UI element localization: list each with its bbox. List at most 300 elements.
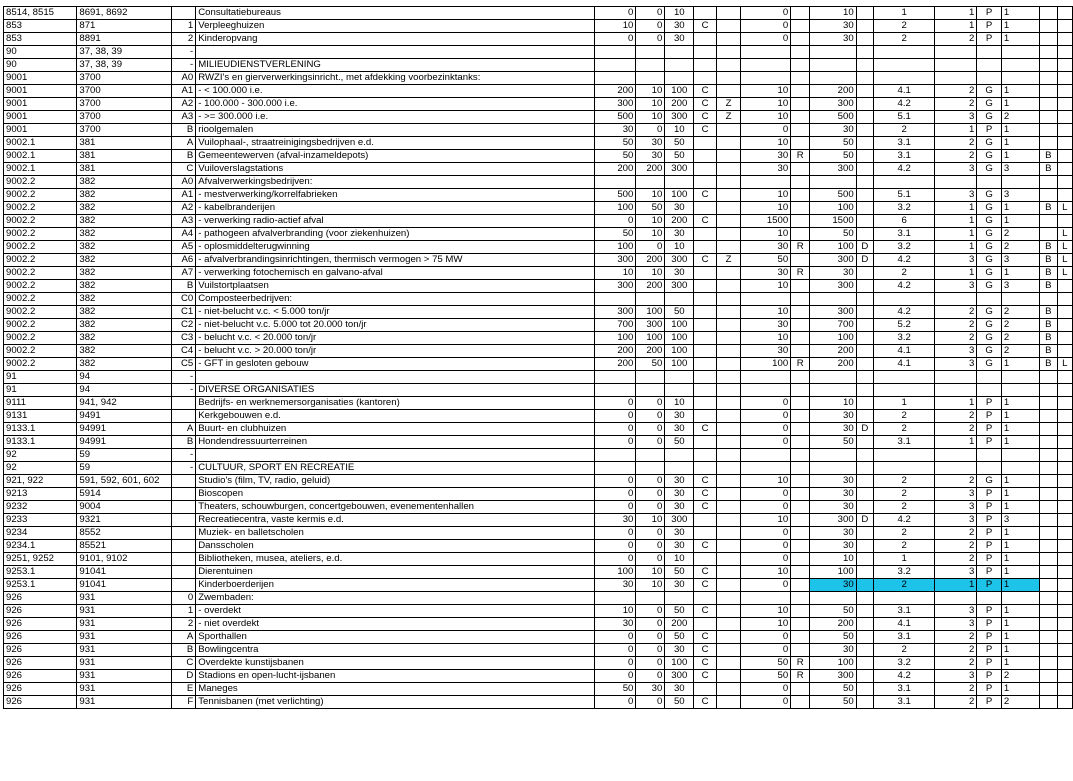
cell-grootste-d[interactable]	[856, 553, 873, 566]
cell-grootste-d[interactable]	[856, 566, 873, 579]
cell-grootste-afstand[interactable]: 30	[810, 475, 856, 488]
cell-geur[interactable]: 200	[594, 85, 635, 98]
cell-lucht[interactable]	[1057, 85, 1073, 98]
cell-geluid[interactable]	[665, 449, 694, 462]
cell-gevaar[interactable]: 0	[741, 423, 791, 436]
cell-sub[interactable]	[172, 540, 196, 553]
cell-sub[interactable]: A6	[172, 254, 196, 267]
cell-geluid-c[interactable]	[694, 137, 717, 150]
cell-bodem[interactable]: B	[1040, 150, 1057, 163]
cell-geur[interactable]: 700	[594, 319, 635, 332]
cell-geluid[interactable]: 100	[665, 657, 694, 670]
cell-bodem[interactable]: B	[1040, 306, 1057, 319]
cell-verkeer-gp[interactable]: G	[977, 332, 1001, 345]
cell-stof[interactable]: 50	[636, 202, 665, 215]
cell-visueel[interactable]: 2	[1001, 228, 1039, 241]
cell-verkeer-gp[interactable]: G	[977, 306, 1001, 319]
cell-bodem[interactable]	[1040, 98, 1057, 111]
cell-gevaar-r[interactable]	[791, 410, 810, 423]
cell-sbi-1993[interactable]: 9001	[4, 111, 77, 124]
cell-sub[interactable]: C1	[172, 306, 196, 319]
cell-sbi-1993[interactable]: 9002.2	[4, 254, 77, 267]
cell-geluid-z[interactable]	[716, 176, 740, 189]
cell-gevaar-r[interactable]	[791, 319, 810, 332]
cell-geluid-z[interactable]	[716, 462, 740, 475]
cell-geluid-c[interactable]: C	[694, 124, 717, 137]
cell-sbi-1993[interactable]: 926	[4, 657, 77, 670]
cell-grootste-d[interactable]	[856, 33, 873, 46]
cell-sbi-2008[interactable]: 5914	[77, 488, 172, 501]
cell-verkeer[interactable]: 2	[935, 683, 977, 696]
cell-sub[interactable]: 0	[172, 592, 196, 605]
cell-geluid[interactable]: 10	[665, 241, 694, 254]
cell-categorie[interactable]: 3.2	[873, 566, 934, 579]
cell-grootste-d[interactable]	[856, 189, 873, 202]
cell-categorie[interactable]: 4.2	[873, 98, 934, 111]
cell-geluid[interactable]: 30	[665, 410, 694, 423]
cell-stof[interactable]	[636, 449, 665, 462]
cell-sbi-1993[interactable]: 92	[4, 449, 77, 462]
cell-lucht[interactable]	[1057, 293, 1073, 306]
cell-geluid-c[interactable]	[694, 150, 717, 163]
cell-verkeer[interactable]: 3	[935, 514, 977, 527]
cell-grootste-afstand[interactable]: 30	[810, 527, 856, 540]
cell-sub[interactable]: C5	[172, 358, 196, 371]
cell-sub[interactable]	[172, 553, 196, 566]
cell-verkeer[interactable]	[935, 384, 977, 397]
cell-categorie[interactable]: 2	[873, 33, 934, 46]
cell-sbi-2008[interactable]: 931	[77, 657, 172, 670]
cell-gevaar[interactable]: 0	[741, 501, 791, 514]
cell-omschrijving[interactable]: CULTUUR, SPORT EN RECREATIE	[196, 462, 595, 475]
cell-verkeer-gp[interactable]: G	[977, 241, 1001, 254]
cell-gevaar-r[interactable]	[791, 631, 810, 644]
cell-stof[interactable]: 30	[636, 683, 665, 696]
cell-gevaar[interactable]: 50	[741, 254, 791, 267]
cell-grootste-afstand[interactable]: 300	[810, 163, 856, 176]
cell-geluid[interactable]	[665, 371, 694, 384]
cell-geur[interactable]: 0	[594, 397, 635, 410]
cell-bodem[interactable]	[1040, 579, 1057, 592]
cell-gevaar-r[interactable]	[791, 33, 810, 46]
cell-verkeer[interactable]	[935, 176, 977, 189]
cell-gevaar-r[interactable]	[791, 332, 810, 345]
cell-geluid-z[interactable]	[716, 644, 740, 657]
cell-lucht[interactable]	[1057, 488, 1073, 501]
cell-visueel[interactable]: 2	[1001, 306, 1039, 319]
cell-visueel[interactable]: 3	[1001, 189, 1039, 202]
cell-sbi-2008[interactable]: 871	[77, 20, 172, 33]
cell-visueel[interactable]: 1	[1001, 488, 1039, 501]
cell-grootste-afstand[interactable]: 200	[810, 345, 856, 358]
cell-lucht[interactable]	[1057, 20, 1073, 33]
cell-geluid[interactable]	[665, 176, 694, 189]
cell-bodem[interactable]	[1040, 644, 1057, 657]
cell-geluid-c[interactable]	[694, 176, 717, 189]
cell-grootste-afstand[interactable]: 30	[810, 20, 856, 33]
cell-geluid-c[interactable]: C	[694, 488, 717, 501]
cell-stof[interactable]	[636, 59, 665, 72]
cell-stof[interactable]: 0	[636, 7, 665, 20]
cell-stof[interactable]	[636, 46, 665, 59]
cell-grootste-afstand[interactable]: 30	[810, 267, 856, 280]
cell-geluid-z[interactable]	[716, 33, 740, 46]
cell-geluid-c[interactable]	[694, 202, 717, 215]
cell-grootste-d[interactable]	[856, 488, 873, 501]
cell-geluid[interactable]: 300	[665, 254, 694, 267]
cell-geluid-z[interactable]	[716, 267, 740, 280]
cell-gevaar-r[interactable]	[791, 85, 810, 98]
cell-sbi-2008[interactable]: 8691, 8692	[77, 7, 172, 20]
cell-sub[interactable]: B	[172, 124, 196, 137]
cell-sbi-1993[interactable]: 921, 922	[4, 475, 77, 488]
cell-verkeer-gp[interactable]	[977, 592, 1001, 605]
cell-gevaar[interactable]: 10	[741, 475, 791, 488]
cell-gevaar[interactable]: 30	[741, 345, 791, 358]
cell-geluid-z[interactable]	[716, 475, 740, 488]
cell-verkeer-gp[interactable]: G	[977, 254, 1001, 267]
cell-grootste-d[interactable]	[856, 540, 873, 553]
cell-omschrijving[interactable]: Stadions en open-lucht-ijsbanen	[196, 670, 595, 683]
cell-sbi-1993[interactable]: 9234	[4, 527, 77, 540]
cell-sbi-1993[interactable]: 853	[4, 33, 77, 46]
cell-sub[interactable]	[172, 488, 196, 501]
cell-gevaar[interactable]: 10	[741, 280, 791, 293]
cell-sbi-1993[interactable]: 9002.1	[4, 163, 77, 176]
cell-visueel[interactable]: 3	[1001, 280, 1039, 293]
cell-geluid-z[interactable]	[716, 46, 740, 59]
cell-geur[interactable]: 30	[594, 579, 635, 592]
cell-gevaar-r[interactable]	[791, 592, 810, 605]
cell-gevaar-r[interactable]	[791, 488, 810, 501]
cell-grootste-d[interactable]	[856, 631, 873, 644]
cell-stof[interactable]: 200	[636, 254, 665, 267]
cell-verkeer-gp[interactable]: P	[977, 124, 1001, 137]
cell-sbi-2008[interactable]: 382	[77, 215, 172, 228]
cell-bodem[interactable]: B	[1040, 345, 1057, 358]
cell-lucht[interactable]	[1057, 475, 1073, 488]
cell-geluid-c[interactable]: C	[694, 644, 717, 657]
cell-sub[interactable]: -	[172, 59, 196, 72]
cell-lucht[interactable]	[1057, 527, 1073, 540]
cell-geur[interactable]: 200	[594, 345, 635, 358]
cell-gevaar-r[interactable]: R	[791, 241, 810, 254]
cell-grootste-d[interactable]	[856, 280, 873, 293]
cell-sbi-2008[interactable]: 3700	[77, 85, 172, 98]
cell-categorie[interactable]: 4.2	[873, 254, 934, 267]
cell-sub[interactable]: A	[172, 423, 196, 436]
cell-visueel[interactable]: 1	[1001, 358, 1039, 371]
cell-gevaar[interactable]: 10	[741, 228, 791, 241]
cell-gevaar-r[interactable]	[791, 163, 810, 176]
cell-lucht[interactable]	[1057, 137, 1073, 150]
cell-geluid[interactable]: 30	[665, 540, 694, 553]
cell-sbi-2008[interactable]: 382	[77, 267, 172, 280]
cell-categorie[interactable]: 4.1	[873, 358, 934, 371]
cell-gevaar[interactable]: 30	[741, 241, 791, 254]
cell-sub[interactable]: A3	[172, 215, 196, 228]
cell-sbi-2008[interactable]: 382	[77, 358, 172, 371]
cell-geluid-c[interactable]	[694, 592, 717, 605]
cell-gevaar-r[interactable]	[791, 72, 810, 85]
cell-categorie[interactable]	[873, 176, 934, 189]
cell-grootste-d[interactable]	[856, 410, 873, 423]
cell-stof[interactable]: 0	[636, 644, 665, 657]
cell-lucht[interactable]	[1057, 683, 1073, 696]
cell-geluid[interactable]: 100	[665, 189, 694, 202]
cell-geluid-z[interactable]	[716, 358, 740, 371]
cell-verkeer[interactable]: 3	[935, 358, 977, 371]
cell-sbi-1993[interactable]: 9131	[4, 410, 77, 423]
cell-gevaar-r[interactable]	[791, 397, 810, 410]
cell-grootste-d[interactable]	[856, 72, 873, 85]
cell-categorie[interactable]	[873, 462, 934, 475]
cell-lucht[interactable]	[1057, 540, 1073, 553]
cell-gevaar[interactable]: 10	[741, 566, 791, 579]
cell-geluid-c[interactable]: C	[694, 540, 717, 553]
cell-gevaar[interactable]: 10	[741, 306, 791, 319]
cell-sbi-2008[interactable]: 941, 942	[77, 397, 172, 410]
cell-verkeer[interactable]: 2	[935, 137, 977, 150]
cell-sbi-2008[interactable]: 382	[77, 293, 172, 306]
cell-stof[interactable]: 50	[636, 358, 665, 371]
cell-grootste-afstand[interactable]	[810, 46, 856, 59]
cell-verkeer[interactable]: 1	[935, 202, 977, 215]
cell-bodem[interactable]: B	[1040, 332, 1057, 345]
cell-gevaar-r[interactable]	[791, 449, 810, 462]
cell-verkeer-gp[interactable]: P	[977, 7, 1001, 20]
cell-geluid-z[interactable]	[716, 540, 740, 553]
cell-geur[interactable]: 100	[594, 332, 635, 345]
cell-gevaar-r[interactable]	[791, 98, 810, 111]
cell-bodem[interactable]	[1040, 475, 1057, 488]
cell-sbi-1993[interactable]: 926	[4, 631, 77, 644]
cell-grootste-afstand[interactable]: 50	[810, 150, 856, 163]
cell-gevaar-r[interactable]	[791, 345, 810, 358]
cell-geluid-c[interactable]	[694, 358, 717, 371]
cell-geluid-c[interactable]	[694, 527, 717, 540]
cell-sbi-1993[interactable]: 9002.2	[4, 293, 77, 306]
cell-gevaar[interactable]: 0	[741, 124, 791, 137]
cell-verkeer[interactable]	[935, 59, 977, 72]
cell-gevaar[interactable]: 30	[741, 267, 791, 280]
cell-verkeer-gp[interactable]: G	[977, 215, 1001, 228]
cell-grootste-d[interactable]	[856, 215, 873, 228]
cell-geur[interactable]: 200	[594, 163, 635, 176]
cell-sbi-1993[interactable]: 9001	[4, 124, 77, 137]
cell-geluid-z[interactable]	[716, 332, 740, 345]
cell-omschrijving[interactable]: Afvalverwerkingsbedrijven:	[196, 176, 595, 189]
cell-lucht[interactable]	[1057, 423, 1073, 436]
cell-geluid-z[interactable]	[716, 241, 740, 254]
cell-bodem[interactable]	[1040, 228, 1057, 241]
cell-categorie[interactable]: 3.2	[873, 332, 934, 345]
cell-categorie[interactable]: 3.1	[873, 150, 934, 163]
cell-sub[interactable]: 2	[172, 33, 196, 46]
cell-sbi-1993[interactable]: 9002.1	[4, 137, 77, 150]
cell-grootste-d[interactable]	[856, 384, 873, 397]
cell-bodem[interactable]	[1040, 371, 1057, 384]
cell-geluid-z[interactable]	[716, 566, 740, 579]
cell-geluid[interactable]: 200	[665, 98, 694, 111]
cell-stof[interactable]: 0	[636, 657, 665, 670]
cell-geluid[interactable]: 100	[665, 85, 694, 98]
cell-geluid-c[interactable]	[694, 345, 717, 358]
cell-grootste-afstand[interactable]: 50	[810, 436, 856, 449]
cell-stof[interactable]: 10	[636, 215, 665, 228]
cell-visueel[interactable]: 1	[1001, 98, 1039, 111]
cell-geur[interactable]: 30	[594, 618, 635, 631]
cell-sbi-1993[interactable]: 9001	[4, 72, 77, 85]
cell-sub[interactable]: A	[172, 631, 196, 644]
cell-categorie[interactable]: 2	[873, 488, 934, 501]
cell-bodem[interactable]	[1040, 137, 1057, 150]
cell-sub[interactable]	[172, 566, 196, 579]
cell-grootste-d[interactable]	[856, 319, 873, 332]
cell-geluid-c[interactable]: C	[694, 501, 717, 514]
cell-verkeer-gp[interactable]: P	[977, 20, 1001, 33]
cell-gevaar-r[interactable]	[791, 20, 810, 33]
cell-grootste-afstand[interactable]	[810, 59, 856, 72]
cell-geluid-z[interactable]	[716, 20, 740, 33]
cell-lucht[interactable]	[1057, 345, 1073, 358]
cell-visueel[interactable]: 1	[1001, 657, 1039, 670]
cell-grootste-afstand[interactable]: 30	[810, 540, 856, 553]
cell-stof[interactable]: 200	[636, 280, 665, 293]
cell-sub[interactable]: -	[172, 46, 196, 59]
cell-sbi-1993[interactable]: 9233	[4, 514, 77, 527]
cell-omschrijving[interactable]: - 100.000 - 300.000 i.e.	[196, 98, 595, 111]
cell-verkeer[interactable]	[935, 72, 977, 85]
cell-sbi-1993[interactable]: 853	[4, 20, 77, 33]
cell-gevaar-r[interactable]: R	[791, 267, 810, 280]
cell-omschrijving[interactable]: Muziek- en balletscholen	[196, 527, 595, 540]
cell-gevaar-r[interactable]	[791, 605, 810, 618]
cell-geluid[interactable]	[665, 592, 694, 605]
cell-gevaar-r[interactable]: R	[791, 150, 810, 163]
cell-sbi-1993[interactable]: 9002.2	[4, 358, 77, 371]
cell-categorie[interactable]: 3.1	[873, 631, 934, 644]
cell-sbi-1993[interactable]: 90	[4, 59, 77, 72]
cell-lucht[interactable]	[1057, 306, 1073, 319]
cell-bodem[interactable]	[1040, 631, 1057, 644]
cell-sub[interactable]: C0	[172, 293, 196, 306]
cell-sbi-1993[interactable]: 9002.2	[4, 202, 77, 215]
cell-omschrijving[interactable]: Recreatiecentra, vaste kermis e.d.	[196, 514, 595, 527]
cell-gevaar[interactable]: 30	[741, 163, 791, 176]
cell-geluid-z[interactable]	[716, 514, 740, 527]
cell-geluid[interactable]: 50	[665, 566, 694, 579]
cell-verkeer[interactable]: 2	[935, 644, 977, 657]
cell-bodem[interactable]	[1040, 20, 1057, 33]
cell-categorie[interactable]: 3.1	[873, 696, 934, 709]
cell-sbi-1993[interactable]: 9002.2	[4, 189, 77, 202]
cell-geur[interactable]	[594, 384, 635, 397]
cell-visueel[interactable]	[1001, 462, 1039, 475]
cell-visueel[interactable]: 1	[1001, 85, 1039, 98]
cell-grootste-afstand[interactable]: 30	[810, 410, 856, 423]
cell-visueel[interactable]: 3	[1001, 163, 1039, 176]
cell-grootste-afstand[interactable]: 30	[810, 644, 856, 657]
cell-lucht[interactable]: L	[1057, 254, 1073, 267]
cell-lucht[interactable]	[1057, 397, 1073, 410]
cell-visueel[interactable]: 2	[1001, 696, 1039, 709]
cell-lucht[interactable]	[1057, 215, 1073, 228]
cell-bodem[interactable]	[1040, 488, 1057, 501]
cell-gevaar-r[interactable]	[791, 618, 810, 631]
cell-verkeer-gp[interactable]: P	[977, 33, 1001, 46]
cell-stof[interactable]	[636, 592, 665, 605]
cell-sub[interactable]: -	[172, 449, 196, 462]
cell-verkeer-gp[interactable]: P	[977, 618, 1001, 631]
cell-lucht[interactable]	[1057, 644, 1073, 657]
cell-bodem[interactable]	[1040, 215, 1057, 228]
cell-grootste-afstand[interactable]: 300	[810, 254, 856, 267]
cell-grootste-afstand[interactable]: 100	[810, 657, 856, 670]
cell-geluid-z[interactable]	[716, 657, 740, 670]
cell-gevaar[interactable]: 10	[741, 618, 791, 631]
cell-bodem[interactable]	[1040, 462, 1057, 475]
cell-sub[interactable]: A0	[172, 72, 196, 85]
cell-sbi-1993[interactable]: 9253.1	[4, 566, 77, 579]
cell-omschrijving[interactable]: rioolgemalen	[196, 124, 595, 137]
cell-gevaar-r[interactable]	[791, 293, 810, 306]
cell-geluid[interactable]: 50	[665, 696, 694, 709]
cell-grootste-d[interactable]	[856, 670, 873, 683]
cell-sbi-1993[interactable]: 90	[4, 46, 77, 59]
cell-sub[interactable]: D	[172, 670, 196, 683]
cell-omschrijving[interactable]: Maneges	[196, 683, 595, 696]
cell-geluid-z[interactable]	[716, 683, 740, 696]
cell-sbi-2008[interactable]: 931	[77, 592, 172, 605]
cell-omschrijving[interactable]: Tennisbanen (met verlichting)	[196, 696, 595, 709]
cell-verkeer-gp[interactable]: P	[977, 670, 1001, 683]
cell-visueel[interactable]: 1	[1001, 436, 1039, 449]
cell-categorie[interactable]: 4.1	[873, 618, 934, 631]
cell-sub[interactable]: C	[172, 163, 196, 176]
cell-stof[interactable]: 0	[636, 397, 665, 410]
cell-gevaar-r[interactable]	[791, 176, 810, 189]
cell-grootste-afstand[interactable]: 30	[810, 33, 856, 46]
cell-geluid-c[interactable]	[694, 33, 717, 46]
cell-geluid-z[interactable]	[716, 85, 740, 98]
cell-geluid[interactable]: 10	[665, 7, 694, 20]
cell-verkeer[interactable]: 2	[935, 319, 977, 332]
cell-stof[interactable]: 0	[636, 410, 665, 423]
cell-geur[interactable]	[594, 371, 635, 384]
cell-geur[interactable]: 50	[594, 228, 635, 241]
cell-grootste-afstand[interactable]: 200	[810, 618, 856, 631]
cell-geluid-z[interactable]	[716, 150, 740, 163]
cell-sbi-2008[interactable]: 59	[77, 449, 172, 462]
cell-geur[interactable]	[594, 59, 635, 72]
cell-omschrijving[interactable]: RWZI's en gierverwerkingsinricht., met afdekking voorbezinktanks:	[196, 72, 595, 85]
cell-geluid-z[interactable]	[716, 59, 740, 72]
cell-verkeer[interactable]: 2	[935, 98, 977, 111]
cell-visueel[interactable]: 1	[1001, 215, 1039, 228]
cell-sbi-1993[interactable]: 9002.2	[4, 267, 77, 280]
cell-geluid[interactable]	[665, 72, 694, 85]
cell-grootste-d[interactable]	[856, 696, 873, 709]
cell-verkeer-gp[interactable]	[977, 371, 1001, 384]
cell-stof[interactable]	[636, 462, 665, 475]
cell-grootste-d[interactable]	[856, 644, 873, 657]
cell-visueel[interactable]: 2	[1001, 241, 1039, 254]
cell-bodem[interactable]: B	[1040, 163, 1057, 176]
cell-geluid-c[interactable]	[694, 449, 717, 462]
cell-verkeer[interactable]	[935, 592, 977, 605]
cell-gevaar-r[interactable]	[791, 501, 810, 514]
